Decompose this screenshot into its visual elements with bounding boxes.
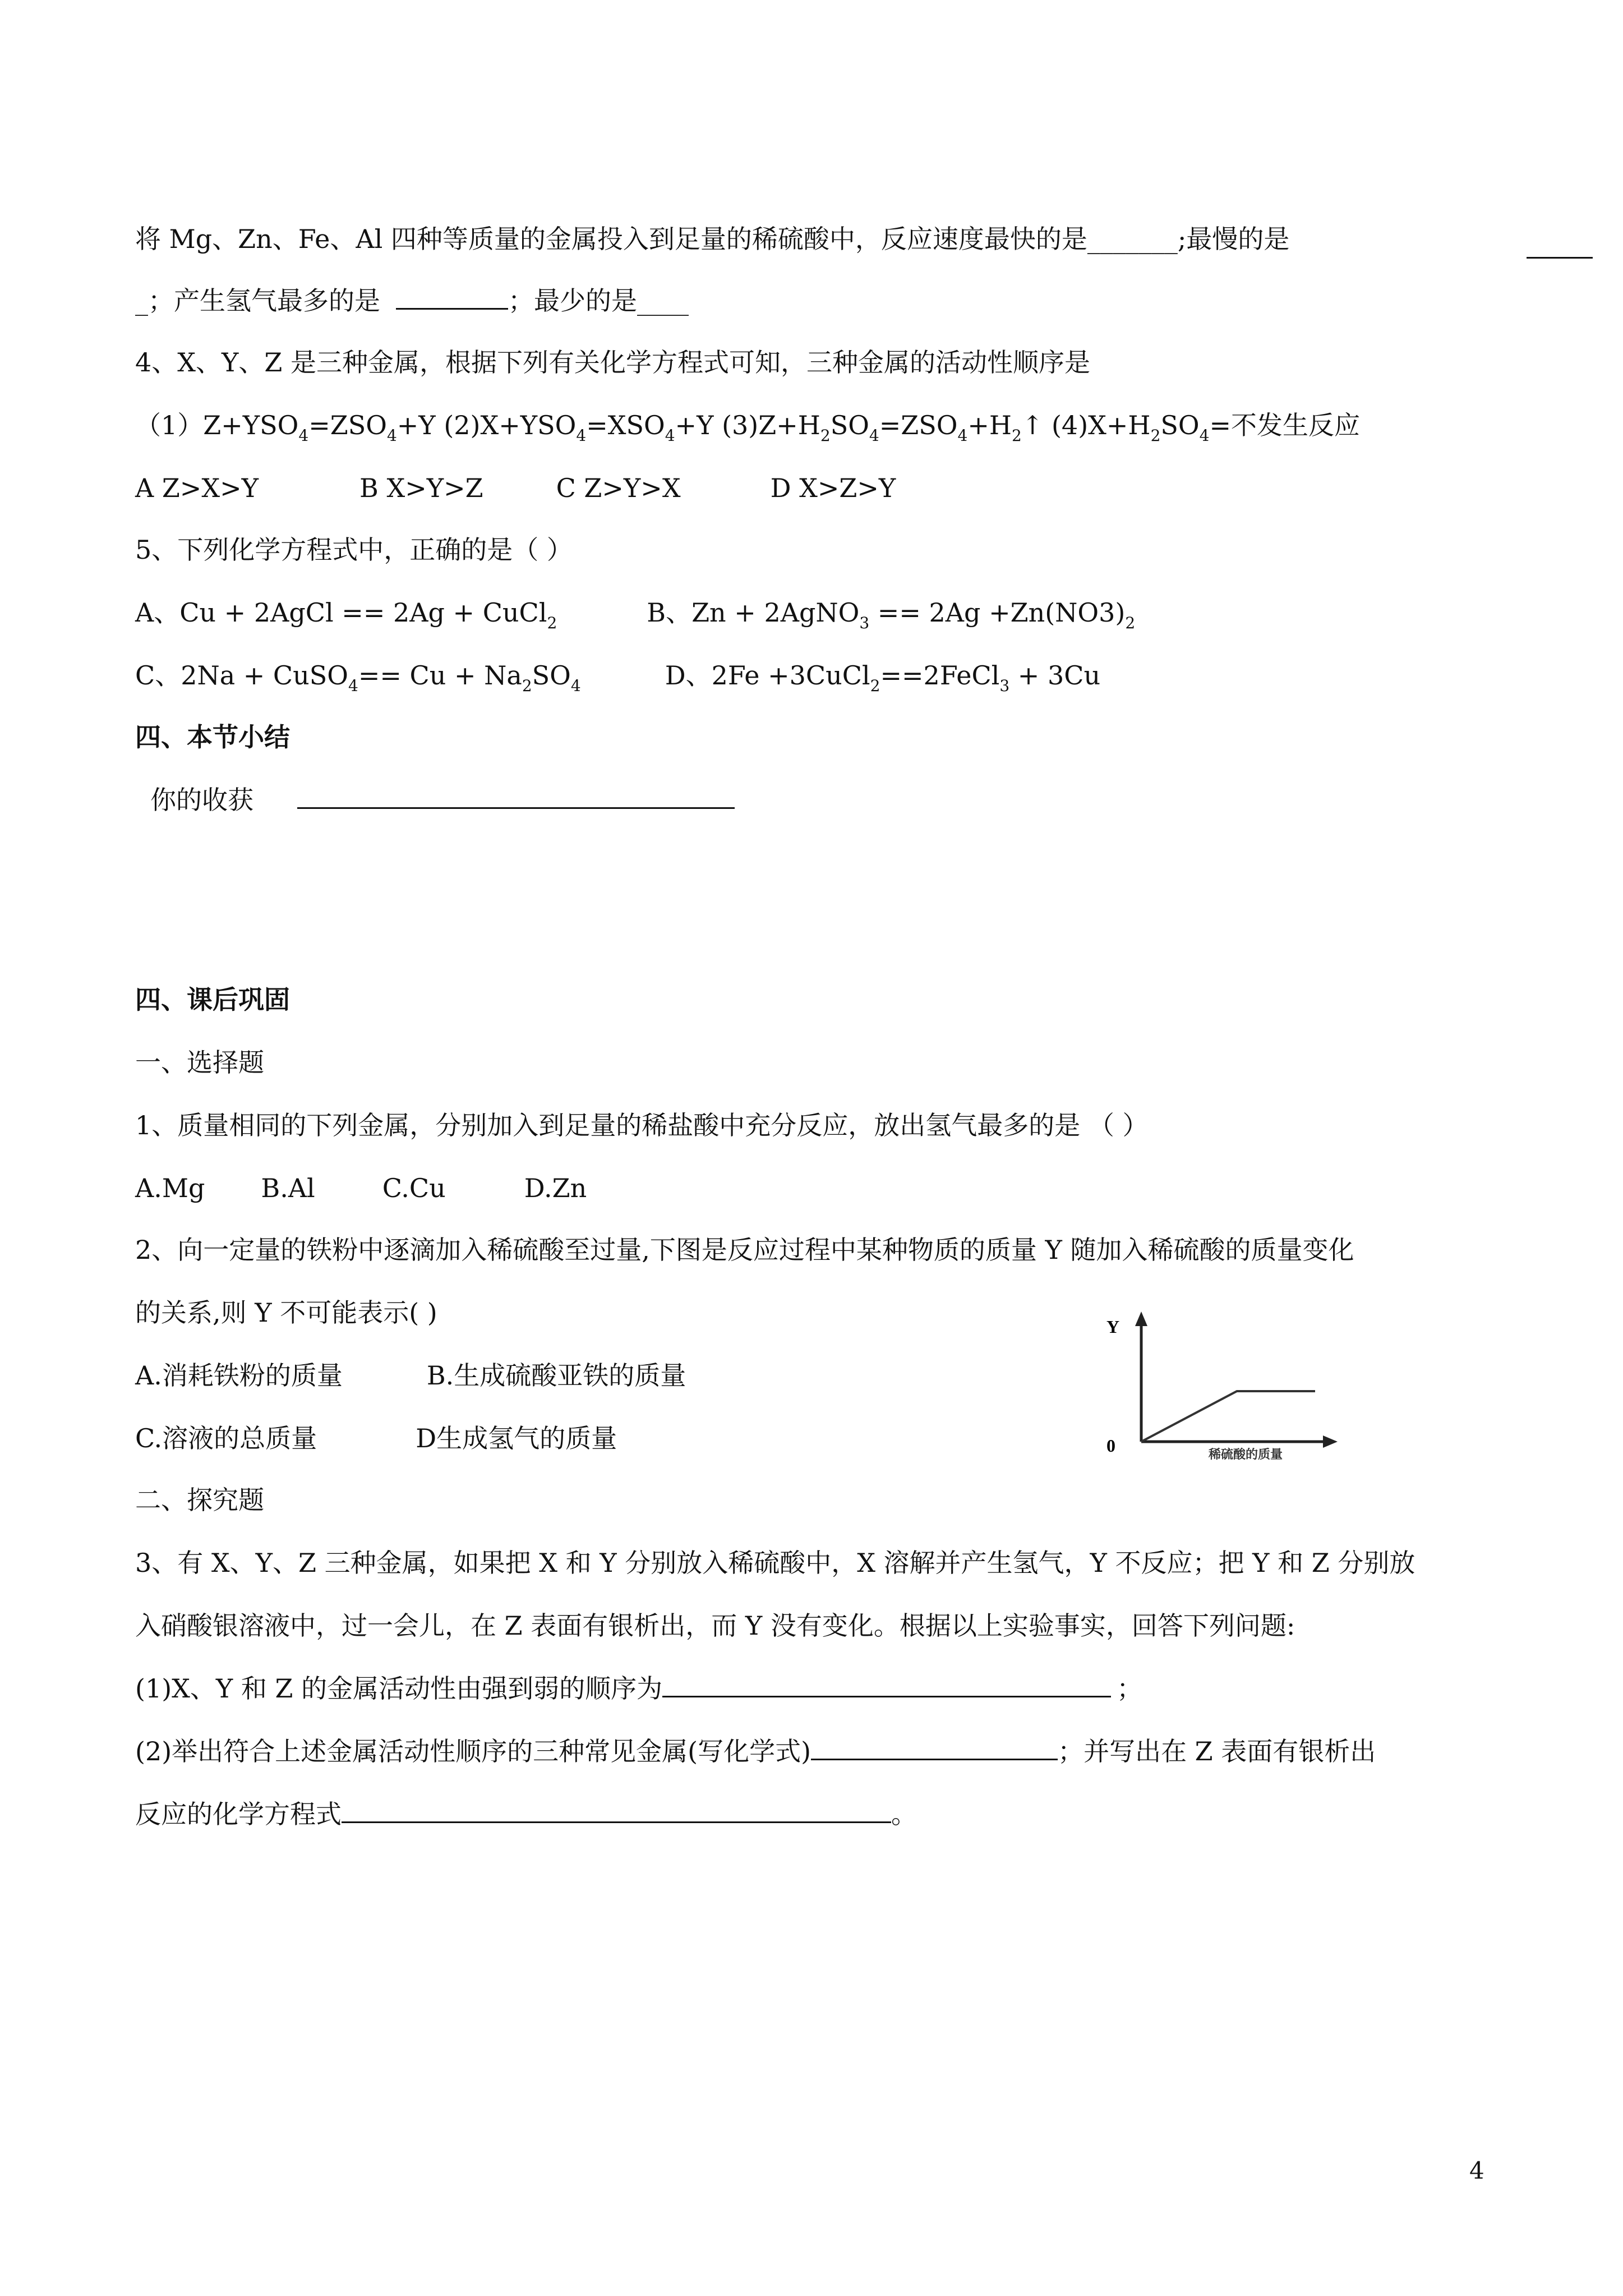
subscript: 2 xyxy=(870,677,880,695)
eq1-part: （1）Z+YSO xyxy=(135,410,299,440)
hw-q3-part3 xyxy=(135,1798,917,1830)
eq4-part: (4)X+H xyxy=(1051,410,1151,440)
y-axis-arrow-icon xyxy=(1135,1312,1147,1326)
hw-q2-option-c[interactable]: C.溶液的总质量 xyxy=(135,1423,317,1453)
chart-series-line xyxy=(1141,1391,1315,1442)
hw-q3-part2-end: ；并写出在 Z 表面有银析出 xyxy=(1058,1736,1376,1766)
subscript: 3 xyxy=(859,614,870,632)
q3-line2 xyxy=(135,285,689,316)
summary-heading: 四、本节小结 xyxy=(135,722,290,752)
hw-q1-options xyxy=(135,1172,587,1204)
q3-blank-most[interactable] xyxy=(396,286,508,310)
option-text: == 2Ag +Zn(NO3) xyxy=(869,597,1126,628)
hw-q2-options-ab xyxy=(135,1360,686,1391)
option-text: A、Cu + 2AgCl == 2Ag + CuCl xyxy=(135,597,547,628)
subscript: 4 xyxy=(348,677,358,695)
subscript: 4 xyxy=(957,426,968,445)
section-multiple-choice: 一、选择题 xyxy=(135,1047,264,1078)
hw-q3-part2-text: (2)举出符合上述金属活动性顺序的三种常见金属(写化学式) xyxy=(135,1736,811,1766)
hw-q3-answer2-line[interactable] xyxy=(811,1736,1058,1760)
hw-q2-option-b[interactable]: B.生成硫酸亚铁的质量 xyxy=(426,1360,686,1391)
option-text: C、2Na + CuSO xyxy=(135,660,348,691)
q5-option-d[interactable] xyxy=(665,660,1101,695)
eq1-part: =ZSO xyxy=(308,410,387,440)
q4-option-d[interactable]: D X>Z>Y xyxy=(770,473,896,503)
gain-answer-line[interactable] xyxy=(297,785,735,809)
subscript: 4 xyxy=(869,426,879,445)
page-number: 4 xyxy=(1469,2157,1484,2184)
hw-q2-option-a[interactable]: A.消耗铁粉的质量 xyxy=(135,1360,343,1391)
subscript: 4 xyxy=(298,426,309,445)
hw-q1-option-c[interactable]: C.Cu xyxy=(382,1173,446,1203)
subscript: 4 xyxy=(1199,426,1210,445)
hw-q3-part3-text: 反应的化学方程式 xyxy=(135,1799,342,1829)
q3-line1 xyxy=(135,223,1289,255)
eq3-part: (3)Z+H xyxy=(722,410,820,440)
option-text: == Cu + Na xyxy=(358,660,522,691)
q4-options xyxy=(135,472,896,504)
hw-q2-option-d[interactable]: D生成氢气的质量 xyxy=(416,1423,617,1453)
hw-q2-line2: 的关系,则 Y 不可能表示( ) xyxy=(135,1297,437,1328)
hw-q2-line1: 2、向一定量的铁粉中逐滴加入稀硫酸至过量,下图是反应过程中某种物质的质量 Y 随加入稀硫酸的质量变化 xyxy=(135,1235,1354,1265)
subscript: 4 xyxy=(576,426,587,445)
subscript: 2 xyxy=(1125,614,1136,632)
q2-line-chart xyxy=(1108,1307,1332,1475)
hw-q1-option-b[interactable]: B.Al xyxy=(261,1173,315,1203)
x-axis-arrow-icon xyxy=(1323,1435,1338,1448)
hw-q3-part1 xyxy=(135,1673,1142,1704)
eq2-part: +Y xyxy=(675,410,714,440)
q5-option-c[interactable] xyxy=(135,660,581,695)
q3-blank-slowest[interactable] xyxy=(1527,234,1593,259)
eq1-part: +Y xyxy=(396,410,436,440)
q3-line2-text: _；产生氢气最多的是 xyxy=(135,286,380,316)
hw-q2-options-cd xyxy=(135,1423,617,1454)
q4-stem: 4、X、Y、Z 是三种金属，根据下列有关化学方程式可知，三种金属的活动性顺序是 xyxy=(135,347,1090,378)
subscript: 4 xyxy=(386,426,397,445)
chart-xlabel: 稀硫酸的质量 xyxy=(1209,1448,1283,1462)
eq4-part: =不发生反应 xyxy=(1209,410,1360,440)
hw-q3-answer1-line[interactable] xyxy=(662,1673,1111,1697)
gain-label: 你的收获 xyxy=(150,785,253,815)
q5-option-a[interactable] xyxy=(135,597,557,632)
subscript: 3 xyxy=(999,677,1010,695)
subscript: 2 xyxy=(1011,426,1022,445)
subscript: 2 xyxy=(820,426,831,445)
hw-q3-part1-end: ； xyxy=(1117,1673,1143,1704)
q4-option-c[interactable]: C Z>Y>X xyxy=(556,473,681,503)
option-text: B、Zn + 2AgNO xyxy=(647,597,860,628)
subscript: 2 xyxy=(522,677,532,695)
eq3-part: SO xyxy=(830,410,869,440)
subscript: 4 xyxy=(665,426,675,445)
hw-q1-option-a[interactable]: A.Mg xyxy=(135,1173,205,1203)
hw-q1-stem: 1、质量相同的下列金属，分别加入到足量的稀盐酸中充分反应，放出氢气最多的是 （ ） xyxy=(135,1110,1149,1140)
eq4-part: SO xyxy=(1160,410,1200,440)
hw-q3-line1: 3、有 X、Y、Z 三种金属，如果把 X 和 Y 分别放入稀硫酸中，X 溶解并产生氢气，Y 不反应；把 Y 和 Z 分别放 xyxy=(135,1548,1415,1578)
eq2-part: (2)X+YSO xyxy=(444,410,577,440)
option-text: D、2Fe +3CuCl xyxy=(665,660,870,691)
hw-q3-line2: 入硝酸银溶液中，过一会儿，在 Z 表面有银析出，而 Y 没有变化。根据以上实验事实，回答下列问题: xyxy=(135,1611,1295,1641)
hw-q3-part3-end: 。 xyxy=(891,1799,917,1829)
q3-line1-text: 将 Mg、Zn、Fe、Al 四种等质量的金属投入到足量的稀硫酸中，反应速度最快的是_______;最慢的是 xyxy=(135,224,1290,254)
section-inquiry: 二、探究题 xyxy=(135,1485,264,1515)
eq3-part: =ZSO xyxy=(879,410,958,440)
summary-gain xyxy=(150,784,735,816)
homework-heading: 四、课后巩固 xyxy=(135,984,290,1015)
chart-origin-label: 0 xyxy=(1106,1435,1115,1456)
q5-stem: 5、下列化学方程式中，正确的是（ ） xyxy=(135,535,573,565)
q5-options-ab xyxy=(135,597,1136,632)
q5-options-cd xyxy=(135,660,1101,695)
q5-option-b[interactable] xyxy=(647,597,1136,632)
up-arrow-icon: ↑ xyxy=(1021,410,1044,440)
q4-equations xyxy=(135,409,1360,445)
option-text: + 3Cu xyxy=(1009,660,1101,691)
eq3-part: +H xyxy=(967,410,1012,440)
subscript: 4 xyxy=(570,677,581,695)
q4-option-b[interactable]: B X>Y>Z xyxy=(359,473,483,503)
subscript: 2 xyxy=(1150,426,1161,445)
hw-q3-part1-text: (1)X、Y 和 Z 的金属活动性由强到弱的顺序为 xyxy=(135,1673,663,1704)
hw-q3-part2 xyxy=(135,1736,1376,1767)
chart-ylabel: Y xyxy=(1106,1317,1120,1337)
eq2-part: =XSO xyxy=(586,410,665,440)
q4-option-a[interactable]: A Z>X>Y xyxy=(135,473,259,503)
hw-q3-answer3-line[interactable] xyxy=(342,1799,891,1823)
option-text: ==2FeCl xyxy=(880,660,1000,691)
subscript: 2 xyxy=(547,614,557,632)
q3-line2-text-b: ；最少的是____ xyxy=(508,286,689,316)
option-text: SO xyxy=(532,660,571,691)
hw-q1-option-d[interactable]: D.Zn xyxy=(524,1173,587,1203)
